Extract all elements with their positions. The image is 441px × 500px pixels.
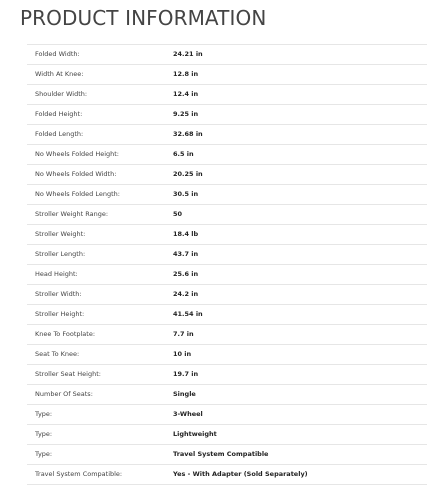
spec-row bbox=[27, 205, 427, 225]
spec-value: 24.21 in bbox=[173, 45, 427, 65]
spec-label: Folded Width: bbox=[27, 45, 173, 65]
spec-label: No Wheels Folded Width: bbox=[27, 165, 173, 185]
spec-row bbox=[27, 465, 427, 485]
spec-value: 19.7 in bbox=[173, 365, 427, 385]
spec-label: Folded Height: bbox=[27, 105, 173, 125]
spec-value: 25.6 in bbox=[173, 265, 427, 285]
spec-value: 6.5 in bbox=[173, 145, 427, 165]
product-spec-table bbox=[27, 44, 427, 485]
spec-label: Stroller Length: bbox=[27, 245, 173, 265]
spec-label: Folded Length: bbox=[27, 125, 173, 145]
spec-value: 9.25 in bbox=[173, 105, 427, 125]
spec-label: No Wheels Folded Length: bbox=[27, 185, 173, 205]
spec-value: Single bbox=[173, 385, 427, 405]
spec-row bbox=[27, 345, 427, 365]
spec-row bbox=[27, 125, 427, 145]
spec-row bbox=[27, 445, 427, 465]
spec-label: Stroller Seat Height: bbox=[27, 365, 173, 385]
spec-value: 41.54 in bbox=[173, 305, 427, 325]
spec-label: Knee To Footplate: bbox=[27, 325, 173, 345]
spec-label: Stroller Height: bbox=[27, 305, 173, 325]
spec-row bbox=[27, 305, 427, 325]
spec-label: Stroller Weight Range: bbox=[27, 205, 173, 225]
spec-value: 30.5 in bbox=[173, 185, 427, 205]
spec-value: 12.4 in bbox=[173, 85, 427, 105]
spec-row bbox=[27, 105, 427, 125]
spec-row bbox=[27, 65, 427, 85]
spec-label: Stroller Width: bbox=[27, 285, 173, 305]
spec-row bbox=[27, 265, 427, 285]
spec-value: 18.4 lb bbox=[173, 225, 427, 245]
spec-value: 32.68 in bbox=[173, 125, 427, 145]
spec-value: 20.25 in bbox=[173, 165, 427, 185]
spec-value: 10 in bbox=[173, 345, 427, 365]
spec-label: No Wheels Folded Height: bbox=[27, 145, 173, 165]
spec-value: 43.7 in bbox=[173, 245, 427, 265]
spec-label: Number Of Seats: bbox=[27, 385, 173, 405]
spec-value: 24.2 in bbox=[173, 285, 427, 305]
spec-label: Shoulder Width: bbox=[27, 85, 173, 105]
spec-label: Stroller Weight: bbox=[27, 225, 173, 245]
page-title: PRODUCT INFORMATION bbox=[20, 6, 267, 30]
spec-row bbox=[27, 45, 427, 65]
spec-label: Type: bbox=[27, 405, 173, 425]
spec-row bbox=[27, 385, 427, 405]
spec-row bbox=[27, 85, 427, 105]
spec-row bbox=[27, 245, 427, 265]
spec-row bbox=[27, 365, 427, 385]
spec-label: Type: bbox=[27, 445, 173, 465]
spec-label: Head Height: bbox=[27, 265, 173, 285]
spec-value: Lightweight bbox=[173, 425, 427, 445]
spec-value: Travel System Compatible bbox=[173, 445, 427, 465]
spec-row bbox=[27, 225, 427, 245]
spec-row bbox=[27, 405, 427, 425]
spec-row bbox=[27, 145, 427, 165]
spec-row bbox=[27, 185, 427, 205]
spec-label: Width At Knee: bbox=[27, 65, 173, 85]
spec-value: Yes - With Adapter (Sold Separately) bbox=[173, 465, 427, 485]
spec-value: 7.7 in bbox=[173, 325, 427, 345]
spec-label: Travel System Compatible: bbox=[27, 465, 173, 485]
spec-label: Seat To Knee: bbox=[27, 345, 173, 365]
spec-row bbox=[27, 165, 427, 185]
spec-row bbox=[27, 325, 427, 345]
spec-value: 3-Wheel bbox=[173, 405, 427, 425]
spec-value: 50 bbox=[173, 205, 427, 225]
spec-row bbox=[27, 425, 427, 445]
spec-table-body bbox=[27, 45, 427, 485]
spec-value: 12.8 in bbox=[173, 65, 427, 85]
spec-row bbox=[27, 285, 427, 305]
spec-label: Type: bbox=[27, 425, 173, 445]
